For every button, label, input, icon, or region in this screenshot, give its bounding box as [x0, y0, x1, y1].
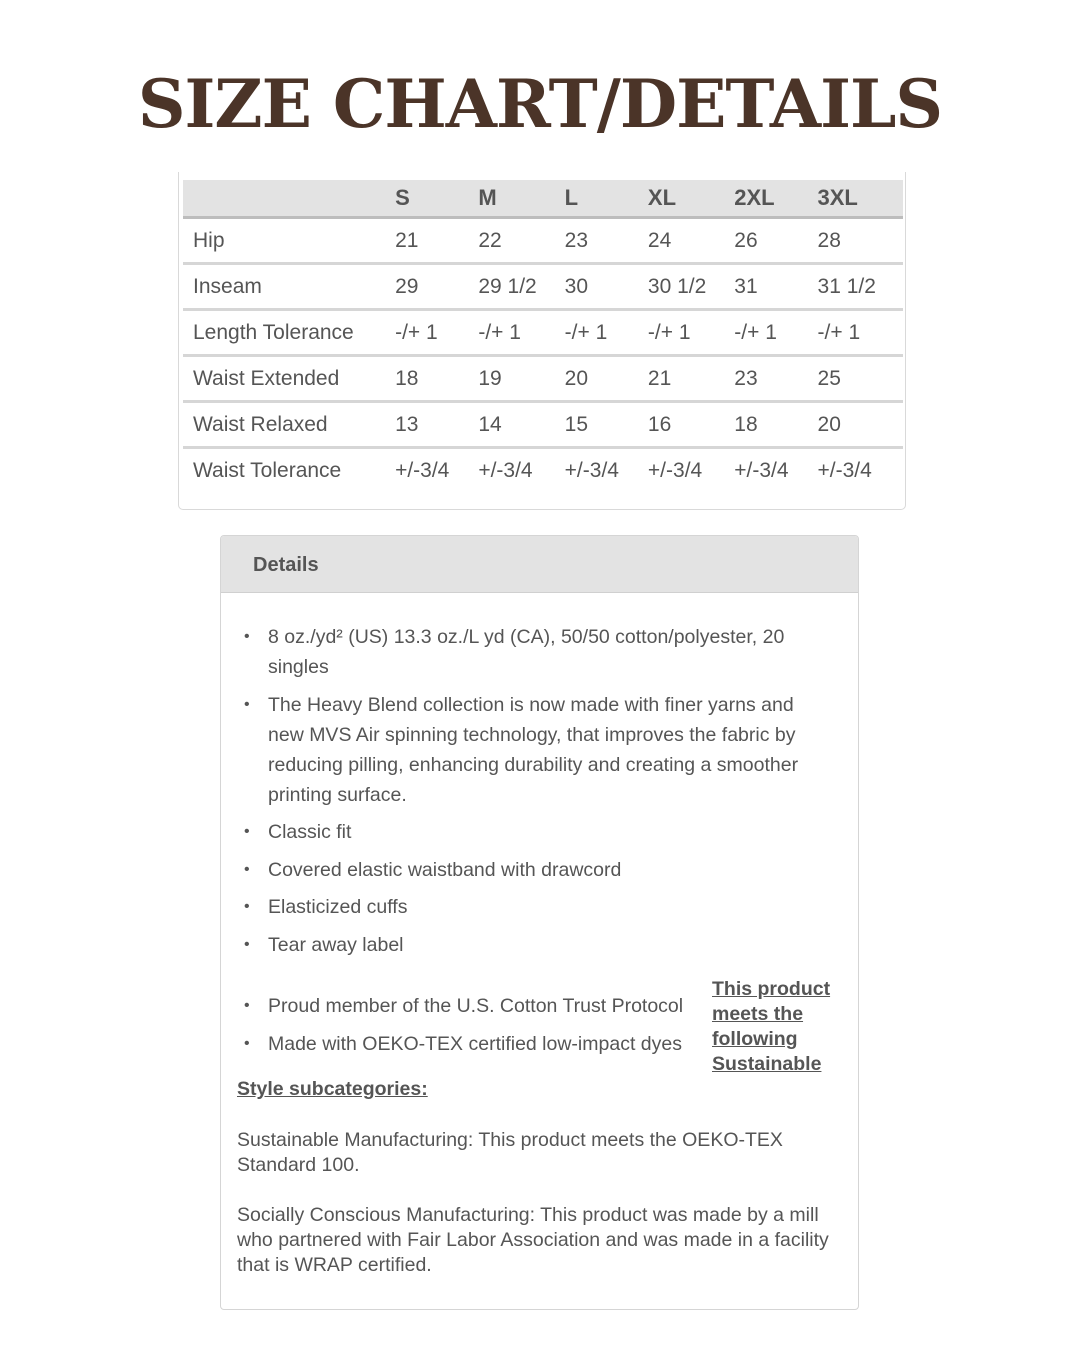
size-header-2xl: 2XL [734, 180, 817, 218]
size-chart-table [183, 180, 903, 492]
table-cell: 31 [734, 264, 817, 310]
row-label: Waist Relaxed [183, 402, 395, 448]
size-header-s: S [395, 180, 478, 218]
size-header-blank [183, 180, 395, 218]
table-row [183, 402, 903, 448]
table-row [183, 218, 903, 264]
details-list [243, 622, 823, 967]
table-cell: 18 [734, 402, 817, 448]
bullet-icon: • [244, 695, 250, 713]
table-cell: 24 [648, 218, 734, 264]
table-cell: 18 [395, 356, 478, 402]
details-card [220, 535, 859, 1310]
table-cell: 29 1/2 [478, 264, 564, 310]
size-header-row [183, 180, 903, 218]
row-label: Waist Tolerance [193, 458, 342, 482]
table-row [183, 310, 903, 356]
list-item-text: Elasticized cuffs [268, 896, 408, 918]
table-cell: 26 [734, 218, 817, 264]
bullet-icon: • [244, 997, 250, 1014]
table-cell: -/+ 1 [734, 310, 817, 356]
row-label: Hip [183, 218, 395, 264]
table-cell: +/-3/4 [817, 458, 872, 482]
table-cell: 23 [565, 218, 648, 264]
bullet-icon: • [244, 823, 250, 840]
table-row [183, 356, 903, 402]
list-item-text: Classic fit [268, 821, 352, 843]
list-item-text: 8 oz./yd² (US) 13.3 oz./L yd (CA), 50/50 cotton/polyester, 20 singles [268, 626, 785, 678]
table-cell: 16 [648, 402, 734, 448]
list-item-text: Tear away label [268, 933, 404, 956]
table-cell: -/+ 1 [478, 310, 564, 356]
size-header-3xl: 3XL [818, 180, 903, 218]
list-item [243, 855, 823, 885]
sustainability-list [243, 991, 703, 1066]
size-chart-card [178, 172, 906, 510]
size-header-xl: XL [648, 180, 734, 218]
list-item-text: Proud member of the U.S. Cotton Trust Protocol [268, 995, 684, 1017]
table-cell: 19 [478, 356, 564, 402]
size-header-m: M [478, 180, 564, 218]
list-item [243, 892, 823, 922]
list-item-text: Made with OEKO-TEX certified low-impact dyes [268, 1032, 682, 1055]
table-cell: +/-3/4 [564, 458, 619, 482]
bullet-icon: • [244, 628, 250, 645]
table-cell: 14 [478, 402, 564, 448]
table-row [183, 264, 903, 310]
list-item [243, 817, 823, 847]
table-cell: 30 [565, 264, 648, 310]
table-cell: 31 1/2 [818, 264, 903, 310]
table-cell: 21 [395, 218, 478, 264]
table-cell: 13 [395, 402, 478, 448]
bullet-icon: • [244, 898, 250, 915]
list-item [243, 930, 823, 960]
table-cell: 20 [565, 356, 648, 402]
list-item [243, 690, 823, 810]
table-cell: 29 [395, 264, 478, 310]
list-item-text: The Heavy Blend collection is now made with finer yarns and new MVS Air spinning technology, that improves the fabric by reducing pilling, enhancing durability and creating a smoother printing surface. [268, 693, 799, 806]
row-label: Length Tolerance [183, 310, 395, 356]
table-cell: +/-3/4 [647, 458, 703, 482]
table-cell: -/+ 1 [818, 310, 903, 356]
table-cell: 25 [818, 356, 903, 402]
table-cell: -/+ 1 [395, 310, 478, 356]
sustainable-info-link[interactable]: This product meets the following Sustainable [712, 978, 831, 1075]
table-cell: 15 [565, 402, 648, 448]
table-cell: 20 [818, 402, 903, 448]
bullet-icon: • [244, 935, 250, 953]
size-header-l: L [565, 180, 648, 218]
table-cell: +/-3/4 [395, 458, 450, 482]
table-cell: +/-3/4 [734, 458, 789, 482]
table-cell: 30 1/2 [648, 264, 734, 310]
table-row [183, 448, 903, 493]
table-cell: -/+ 1 [648, 310, 734, 356]
table-cell: 21 [648, 356, 734, 402]
socially-conscious-paragraph: Socially Conscious Manufacturing: This product was made by a mill who partnered with Fair Labor Association and was made in a facility that is WRAP certified. [237, 1204, 829, 1276]
page-title: SIZE CHART/DETAILS [137, 65, 943, 143]
bullet-icon: • [244, 860, 250, 878]
list-item [243, 991, 703, 1021]
table-cell: 22 [478, 218, 564, 264]
table-cell: -/+ 1 [565, 310, 648, 356]
style-subcategories-heading: Style subcategories: [237, 1078, 428, 1100]
details-header: Details [221, 536, 858, 593]
table-cell: 23 [734, 356, 817, 402]
bullet-icon: • [244, 1034, 250, 1052]
row-label: Waist Extended [183, 356, 395, 402]
list-item [243, 622, 823, 682]
table-cell: 28 [818, 218, 903, 264]
row-label: Inseam [183, 264, 395, 310]
list-item-text: Covered elastic waistband with drawcord [268, 858, 622, 881]
sustainable-manufacturing-paragraph: Sustainable Manufacturing: This product meets the OEKO-TEX Standard 100. [237, 1129, 783, 1176]
table-cell: +/-3/4 [478, 458, 533, 482]
list-item [243, 1029, 703, 1059]
